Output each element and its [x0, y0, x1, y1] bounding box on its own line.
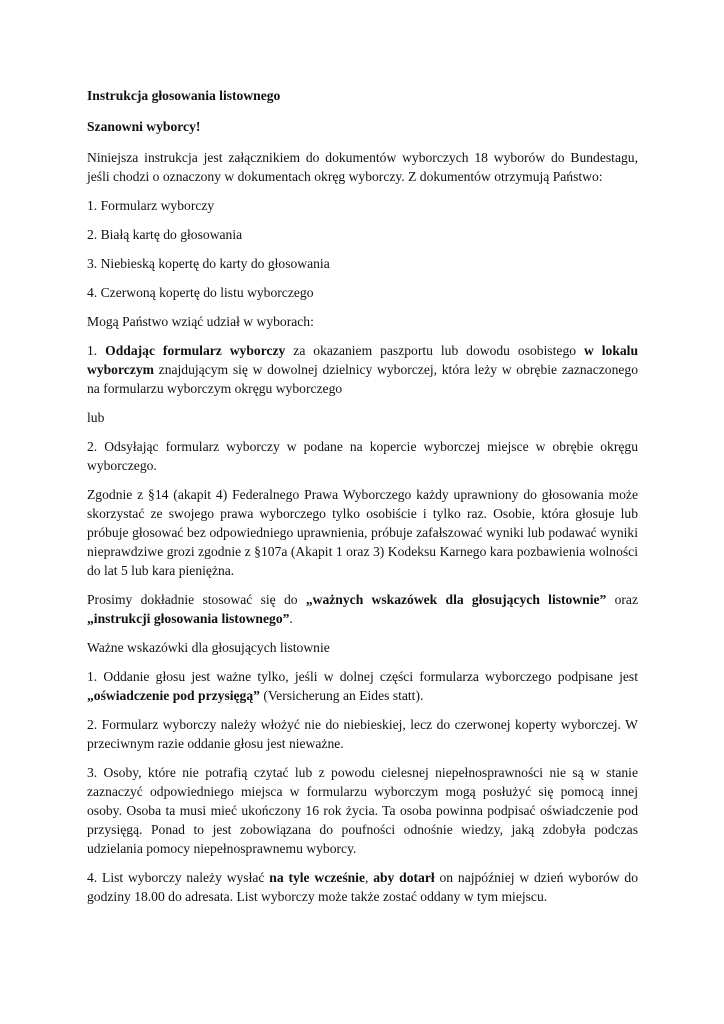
- list-item: 2. Białą kartę do głosowania: [87, 227, 243, 242]
- or-text: lub: [87, 410, 105, 425]
- list-item: 1. Formularz wyborczy: [87, 198, 215, 213]
- legal-paragraph: Zgodnie z §14 (akapit 4) Federalnego Prawa Wyborczego każdy uprawniony do głosowania może skorzystać ze swojego prawa wyborczego tylko osobiście i tylko raz. Osobie, która głosuje lub próbuje głosować bez odpowiedniego uprawnienia, próbuje zafałszować wyniki lub podawać wyniki nieprawdziwe grozi zgodnie z §107a (Akapit 1 oraz 3) Kodeksu Karnego kara pozbawienia wolności do lat 5 lub kara pieniężna.: [87, 487, 638, 578]
- document-title: Instrukcja głosowania listownego: [87, 88, 281, 103]
- list-item: 4. Czerwoną kopertę do listu wyborczego: [87, 285, 314, 300]
- list-item: 3. Niebieską kopertę do karty do głosowania: [87, 256, 330, 271]
- tip-4-paragraph: 4. List wyborczy należy wysłać na tyle wcześnie, aby dotarł on najpóźniej w dzień wyborów do godziny 18.00 do adresata. List wyborczy może także zostać oddany w tym miejscu.: [87, 870, 638, 904]
- tip-1-paragraph: 1. Oddanie głosu jest ważne tylko, jeśli w dolnej części formularza wyborczego podpisane jest „oświadczenie pod przysięgą” (Versicherung an Eides statt).: [87, 669, 638, 703]
- tip-3-paragraph: 3. Osoby, które nie potrafią czytać lub z powodu cielesnej niepełnosprawności nie są w stanie zaznaczyć odpowiedniego miejsca w formularzu wyborczym mogą posłużyć się pomocą innej osoby. Osoba ta musi mieć ukończony 16 rok życia. Ta osoba powinna podpisać oświadczenie pod przysięgą. Ponad to jest zobowiązana do poufności odnośnie wiedzy, jaką zdobyła podczas udzielania pomocy niepełnosprawnemu wyborcy.: [87, 765, 638, 856]
- salutation: Szanowni wyborcy!: [87, 119, 201, 134]
- option-1-paragraph: 1. Oddając formularz wyborczy za okazaniem paszportu lub dowodu osobistego w lokalu wyborczym znajdującym się w dowolnej dzielnicy wyborczej, która leży w obrębie zaznaczonego na formularzu wyborczym okręgu wyborczego: [87, 343, 639, 396]
- tips-heading: Ważne wskazówki dla głosujących listownie: [87, 640, 330, 655]
- participation-intro: Mogą Państwo wziąć udział w wyborach:: [87, 314, 314, 329]
- option-2-paragraph: 2. Odsyłając formularz wyborczy w podane na kopercie wyborczej miejsce w obrębie okręgu wyborczego.: [87, 439, 638, 473]
- intro-paragraph: Niniejsza instrukcja jest załącznikiem do dokumentów wyborczych 18 wyborów do Bundestagu, jeśli chodzi o oznaczony w dokumentach okręg wyborczy. Z dokumentów otrzymują Państwo:: [87, 150, 638, 184]
- tip-2-paragraph: 2. Formularz wyborczy należy włożyć nie do niebieskiej, lecz do czerwonej koperty wyborczej. W przeciwnym razie oddanie głosu jest nieważne.: [87, 717, 638, 751]
- request-paragraph: Prosimy dokładnie stosować się do „ważnych wskazówek dla głosujących listownie” oraz „instrukcji głosowania listownego”.: [87, 592, 638, 626]
